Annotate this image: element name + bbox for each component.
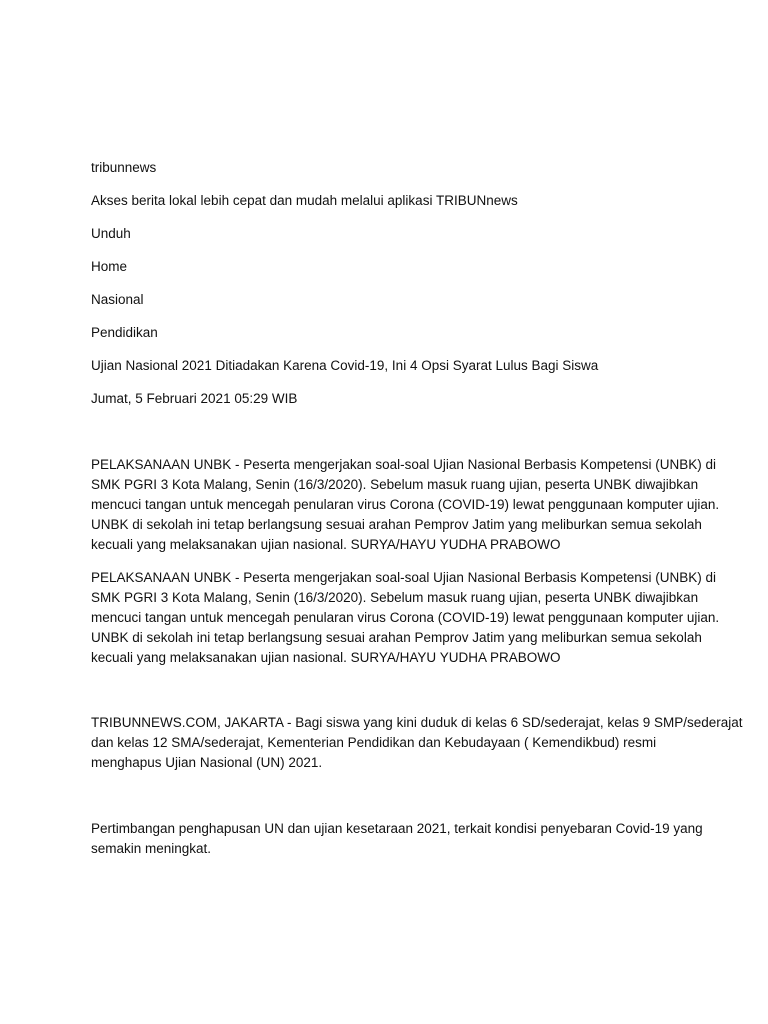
paragraph-2-line: semakin meningkat. <box>91 841 212 856</box>
article-paragraph-1 <box>91 713 743 773</box>
image-caption-1 <box>91 455 720 555</box>
caption-1-line: mencuci tangan untuk mencegah penularan virus Corona (COVID-19) lewat penggunaan komputer ujian. <box>91 497 720 512</box>
paragraph-2-line: Pertimbangan penghapusan UN dan ujian kesetaraan 2021, terkait kondisi penyebaran Covid-19 yang <box>91 821 703 836</box>
caption-2-line: mencuci tangan untuk mencegah penularan virus Corona (COVID-19) lewat penggunaan komputer ujian. <box>91 610 720 625</box>
image-caption-2 <box>91 568 720 668</box>
breadcrumb-section[interactable]: Nasional <box>91 292 144 307</box>
caption-1-line: SMK PGRI 3 Kota Malang, Senin (16/3/2020). Sebelum masuk ruang ujian, peserta UNBK diwajibkan <box>91 477 699 492</box>
caption-2-line: SMK PGRI 3 Kota Malang, Senin (16/3/2020). Sebelum masuk ruang ujian, peserta UNBK diwajibkan <box>91 590 699 605</box>
paragraph-1-line: menghapus Ujian Nasional (UN) 2021. <box>91 755 323 770</box>
article-date: Jumat, 5 Februari 2021 05:29 WIB <box>91 391 298 406</box>
site-name: tribunnews <box>91 160 157 175</box>
breadcrumb-subsection[interactable]: Pendidikan <box>91 325 158 340</box>
article-paragraph-2 <box>91 819 703 859</box>
app-promo-text: Akses berita lokal lebih cepat dan mudah melalui aplikasi TRIBUNnews <box>91 193 518 208</box>
caption-1-line: PELAKSANAAN UNBK - Peserta mengerjakan soal-soal Ujian Nasional Berbasis Kompetensi (UNBK) di <box>91 457 717 472</box>
caption-1-line: UNBK di sekolah ini tetap berlangsung sesuai arahan Pemprov Jatim yang meliburkan semua sekolah <box>91 517 702 532</box>
article-title: Ujian Nasional 2021 Ditiadakan Karena Covid-19, Ini 4 Opsi Syarat Lulus Bagi Siswa <box>91 358 599 373</box>
paragraph-1-line: dan kelas 12 SMA/sederajat, Kementerian Pendidikan dan Kebudayaan ( Kemendikbud) resmi <box>91 735 657 750</box>
caption-2-line: PELAKSANAAN UNBK - Peserta mengerjakan soal-soal Ujian Nasional Berbasis Kompetensi (UNBK) di <box>91 570 717 585</box>
caption-2-line: kecuali yang melaksanakan ujian nasional. SURYA/HAYU YUDHA PRABOWO <box>91 650 561 665</box>
caption-1-line: kecuali yang melaksanakan ujian nasional. SURYA/HAYU YUDHA PRABOWO <box>91 537 561 552</box>
paragraph-1-line: TRIBUNNEWS.COM, JAKARTA - Bagi siswa yang kini duduk di kelas 6 SD/sederajat, kelas 9 SMP/sederajat <box>91 715 743 730</box>
download-link[interactable]: Unduh <box>91 226 131 241</box>
breadcrumb-home[interactable]: Home <box>91 259 128 274</box>
caption-2-line: UNBK di sekolah ini tetap berlangsung sesuai arahan Pemprov Jatim yang meliburkan semua sekolah <box>91 630 702 645</box>
